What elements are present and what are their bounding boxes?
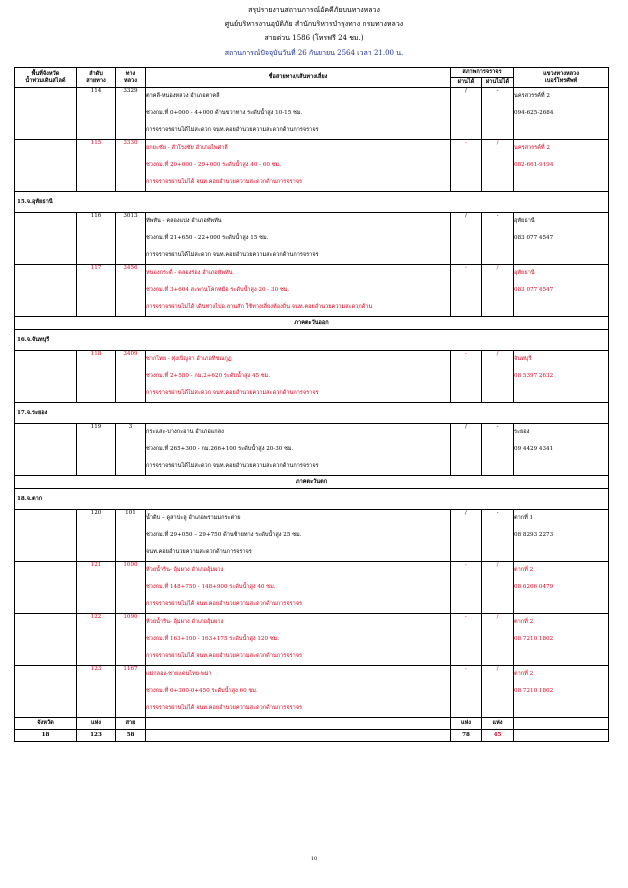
contact-line: อุทัยธานี xyxy=(514,270,535,276)
province-cell xyxy=(15,140,77,192)
route-cell xyxy=(146,666,451,718)
nopass-cell: - xyxy=(482,213,514,265)
report-subtitle: ศูนย์บริหารงานอุบัติภัย สำนักบริหารบำรุงทาง กรมทางหลวง xyxy=(224,20,404,28)
route-line: ช่วงกม.ที่ 21+650 - 22+000 ระดับน้ำสูง 15 ซม. xyxy=(146,235,269,241)
pass-cell: - xyxy=(451,140,482,192)
contact-line: 09 4429 4341 xyxy=(514,446,554,452)
contact-line: ตากที่ 2 xyxy=(514,567,534,573)
contact-line: ตากที่ 1 xyxy=(514,515,534,521)
contact-cell xyxy=(514,140,609,192)
road-cell: 1090 xyxy=(116,562,146,614)
seq-cell: 123 xyxy=(77,666,116,718)
route-cell xyxy=(146,140,451,192)
seq-cell: 120 xyxy=(77,510,116,562)
pass-cell: / xyxy=(451,424,482,476)
route-cell xyxy=(146,562,451,614)
pass-cell: - xyxy=(451,614,482,666)
contact-cell xyxy=(514,562,609,614)
col-status: สภาพการจราจร xyxy=(451,68,514,78)
total-spacer xyxy=(146,718,451,730)
contact-line: ระยอง xyxy=(514,429,530,435)
contact-line: 094-625-2684 xyxy=(514,110,554,116)
route-line: ช่วงกม.ที่ 0+300-0+450 ระดับน้ำสูง 60 ซม. xyxy=(146,688,258,694)
total-seq: 123 xyxy=(77,730,116,742)
route-line: ช่วงกม.ที่ 148+750 - 148+900 ระดับน้ำสูง 40 ซม. xyxy=(146,584,276,590)
route-line: จนท.คอยอำนวยความสะดวกด้านการจราจร xyxy=(146,549,252,555)
seq-cell: 118 xyxy=(77,351,116,403)
contact-line: นครสวรรค์ที่ 2 xyxy=(514,93,550,99)
route-line: การจราจรผ่านไม่ได้ จนท.คอยอำนวยความสะดวกด้านการจราจร xyxy=(146,653,303,659)
province-row xyxy=(15,489,609,510)
table-row xyxy=(15,213,609,265)
province-label: 18.จ.ตาก xyxy=(15,489,609,510)
province-label: 16.จ.จันทบุรี xyxy=(15,330,609,351)
seq-cell: 122 xyxy=(77,614,116,666)
contact-line: 08 8293 2273 xyxy=(514,532,554,538)
region-row xyxy=(15,317,609,330)
route-line: น้ำดิบ – ดูสาปะลู อำเภอพรามมกระต่าย xyxy=(146,515,241,521)
seq-cell: 114 xyxy=(77,88,116,140)
nopass-cell: / xyxy=(482,666,514,718)
province-row xyxy=(15,330,609,351)
route-line: การจราจรผ่านไม่ได้ จนท.คอยอำนวยความสะดวกด้านการจราจร xyxy=(146,601,303,607)
table-row xyxy=(15,140,609,192)
route-line: หนองกระดี่ - คลองร่อง อำเภอทัพทัน xyxy=(146,270,233,276)
route-cell xyxy=(146,265,451,317)
province-row xyxy=(15,192,609,213)
nopass-cell: / xyxy=(482,562,514,614)
total-pass: 78 xyxy=(451,730,482,742)
contact-cell xyxy=(514,614,609,666)
route-line: การจราจรผ่านได้ไม่สะดวก จนท.คอยอำนวยความสะดวกด้านการจราจร xyxy=(146,252,319,258)
province-cell xyxy=(15,666,77,718)
contact-cell xyxy=(514,666,609,718)
route-line: การจราจรผ่านไม่ได้ จนท.คอยอำนวยความสะดวกด้านการจราจร xyxy=(146,705,303,711)
road-cell: 101 xyxy=(116,510,146,562)
route-cell xyxy=(146,424,451,476)
nopass-cell: - xyxy=(482,88,514,140)
road-cell: 1167 xyxy=(116,666,146,718)
road-cell: 3013 xyxy=(116,213,146,265)
contact-line: 08 7210 1802 xyxy=(514,688,554,694)
province-cell xyxy=(15,614,77,666)
province-row xyxy=(15,403,609,424)
pass-cell: / xyxy=(451,88,482,140)
pass-cell: / xyxy=(451,510,482,562)
road-cell: 3456 xyxy=(116,265,146,317)
col-seq: ลำดับ สายทาง xyxy=(77,68,116,88)
contact-line: นครสวรรค์ที่ 2 xyxy=(514,145,550,151)
seq-cell: 116 xyxy=(77,213,116,265)
total-spacer-3 xyxy=(146,730,451,742)
contact-line: ตากที่ 2 xyxy=(514,619,534,625)
route-line: ซากไทย - ทุ่งเบ็ญจา อำเภอทิชณกูฏ xyxy=(146,356,232,362)
contact-line: อุทัยธานี xyxy=(514,218,535,224)
province-cell xyxy=(15,351,77,403)
road-cell: 3409 xyxy=(116,351,146,403)
route-line: การจราจรผ่านได้ไม่สะดวก จนท.คอยอำนวยความสะดวกด้านการจราจร xyxy=(146,127,319,133)
total-province: 18 xyxy=(15,730,77,742)
pass-cell: - xyxy=(451,351,482,403)
route-line: ตาคลี-หนองหลวง อำเภอตาคลี xyxy=(146,93,220,99)
table-row xyxy=(15,88,609,140)
route-line: ช่วงกม.ที่ 265+300 - กม.266+100 ระดับน้ำสูง 20-30 ซม. xyxy=(146,446,294,452)
total-nopass: 45 xyxy=(482,730,514,742)
region-label: ภาคตะวันตก xyxy=(15,476,609,489)
province-cell xyxy=(15,265,77,317)
route-line: ช่วงกม.ที่ 3+604 สะพานโคกหม้อ ระดับน้ำสูง 20 - 30 ซม. xyxy=(146,287,290,293)
page-number: 10 xyxy=(310,856,318,862)
route-line: ช่วงกม.ที่ 20+000 - 29+000 ระดับน้ำสูง 40 - 60 ซม. xyxy=(146,162,281,168)
col-nopass: ผ่านไม่ได้ xyxy=(482,78,514,88)
province-cell xyxy=(15,510,77,562)
region-row xyxy=(15,476,609,489)
route-cell xyxy=(146,614,451,666)
contact-line: จันทบุรี xyxy=(514,356,532,362)
route-line: การจราจรผ่านได้ไม่สะดวก จนท.คอยอำนวยความสะดวกด้านการจราจร xyxy=(146,390,319,396)
total-nopass-label: แห่ง xyxy=(482,718,514,730)
contact-cell xyxy=(514,510,609,562)
nopass-cell: / xyxy=(482,614,514,666)
report-title: สรุปรายงานสถานการณ์อัคคีภัยบนทางหลวง xyxy=(248,6,380,14)
contact-line: 08 7210 1802 xyxy=(514,636,554,642)
seq-cell: 117 xyxy=(77,265,116,317)
province-cell xyxy=(15,562,77,614)
route-line: ทัพทัน - คลองแบ่ง อำเภอทัพทัน xyxy=(146,218,222,224)
contact-line: 083 077 4547 xyxy=(514,235,554,241)
pass-cell: / xyxy=(451,213,482,265)
table-row xyxy=(15,510,609,562)
table-row xyxy=(15,424,609,476)
route-line: ยกยะซัย - สำโรงซัย อำเภอไพศาลี xyxy=(146,145,228,151)
total-road-label: สาย xyxy=(116,718,146,730)
col-route: ชื่อสายทาง/เส้นทางเลี่ยง xyxy=(146,68,451,88)
contact-line: 082-661-9194 xyxy=(514,162,554,168)
route-line: การจราจรผ่านไม่ได้ เดินทางไปอ.ลานสัก ใช้ทางเลี่ยงท้องถิ่น จนท.คอยอำนวยความสะดวกด้าน xyxy=(146,304,373,310)
nopass-cell: / xyxy=(482,140,514,192)
col-road: ทาง หลวง xyxy=(116,68,146,88)
contact-cell xyxy=(514,265,609,317)
route-line: แม่กลอง-ชายแดนไทย-พม่า xyxy=(146,671,212,677)
nopass-cell: / xyxy=(482,351,514,403)
pass-cell: - xyxy=(451,666,482,718)
contact-line: ตากที่ 2 xyxy=(514,671,534,677)
province-cell xyxy=(15,213,77,265)
table-row xyxy=(15,265,609,317)
contact-line: 08 6206 0479 xyxy=(514,584,554,590)
nopass-cell: - xyxy=(482,510,514,562)
col-contact: แขวงทางหลวง เบอร์โทรศัพท์ xyxy=(514,68,609,88)
table-body xyxy=(15,88,609,718)
province-cell xyxy=(15,424,77,476)
table-row xyxy=(15,666,609,718)
flood-road-table xyxy=(14,67,609,742)
province-label: 15.จ.อุทัยธานี xyxy=(15,192,609,213)
total-pass-label: แห่ง xyxy=(451,718,482,730)
route-line: กระแสะ-บางกะอาน อำเภอแกลง xyxy=(146,429,224,435)
total-province-label: จังหวัด xyxy=(15,718,77,730)
contact-cell xyxy=(514,351,609,403)
total-road: 58 xyxy=(116,730,146,742)
seq-cell: 121 xyxy=(77,562,116,614)
route-line: ช่วงกม.ที่ 2+580 - กม.2+620 ระดับน้ำสูง 45 ซม. xyxy=(146,373,271,379)
table-row xyxy=(15,351,609,403)
seq-cell: 115 xyxy=(77,140,116,192)
route-cell xyxy=(146,213,451,265)
region-label: ภาคตะวันออก xyxy=(15,317,609,330)
totals-value-row xyxy=(15,730,609,742)
status-date: สถานการณ์ปัจจุบันวันที่ 26 กันยายน 2564 เวลา 21.00 น. xyxy=(224,49,404,57)
route-cell xyxy=(146,351,451,403)
pass-cell: - xyxy=(451,562,482,614)
road-cell: 3 xyxy=(116,424,146,476)
route-line: ช่วงกม.ที่ 163+100 - 163+175 ระดับน้ำสูง 120 ซม. xyxy=(146,636,280,642)
table-row xyxy=(15,562,609,614)
total-spacer-4 xyxy=(514,730,609,742)
nopass-cell: / xyxy=(482,265,514,317)
totals-label-row xyxy=(15,718,609,730)
contact-line: 083 077 4547 xyxy=(514,287,554,293)
nopass-cell: - xyxy=(482,424,514,476)
contact-cell xyxy=(514,88,609,140)
route-cell xyxy=(146,88,451,140)
province-label: 17.จ.ระยอง xyxy=(15,403,609,424)
total-seq-label: แห่ง xyxy=(77,718,116,730)
road-cell: 1090 xyxy=(116,614,146,666)
route-line: ห้วยน้ำริน- อุ้มผาง อำเภออุ้มผาง xyxy=(146,619,224,625)
table-row xyxy=(15,614,609,666)
col-pass: ผ่านได้ xyxy=(451,78,482,88)
route-cell xyxy=(146,510,451,562)
route-line: การจราจรผ่านได้ไม่สะดวก จนท.คอยอำนวยความสะดวกด้านการจราจร xyxy=(146,463,319,469)
route-line: ช่วงกม.ที่ 0+000 - 4+000 ด้านขวาทาง ระดับน้ำสูง 10-15 ซม. xyxy=(146,110,303,116)
route-line: ห้วยน้ำริน- อุ้มผาง อำเภออุ้มผาง xyxy=(146,567,224,573)
hotline: สายด่วน 1586 (โทรฟรี 24 ชม.) xyxy=(264,34,364,42)
col-province: พื้นที่จังหวัด น้ำท่วมเดินสไลด์ xyxy=(15,68,77,88)
route-line: ช่วงกม.ที่ 29+050 – 29+750 ด้านซ้ายทาง ระดับน้ำสูง 25 ซม. xyxy=(146,532,302,538)
road-cell: 3329 xyxy=(116,88,146,140)
contact-cell xyxy=(514,213,609,265)
province-cell xyxy=(15,88,77,140)
contact-cell xyxy=(514,424,609,476)
total-spacer-2 xyxy=(514,718,609,730)
road-cell: 3330 xyxy=(116,140,146,192)
seq-cell: 119 xyxy=(77,424,116,476)
pass-cell: - xyxy=(451,265,482,317)
route-line: การจราจรผ่านไม่ได้ จนท.คอยอำนวยความสะดวกด้านการจราจร xyxy=(146,179,303,185)
contact-line: 08 5397 2632 xyxy=(514,373,554,379)
